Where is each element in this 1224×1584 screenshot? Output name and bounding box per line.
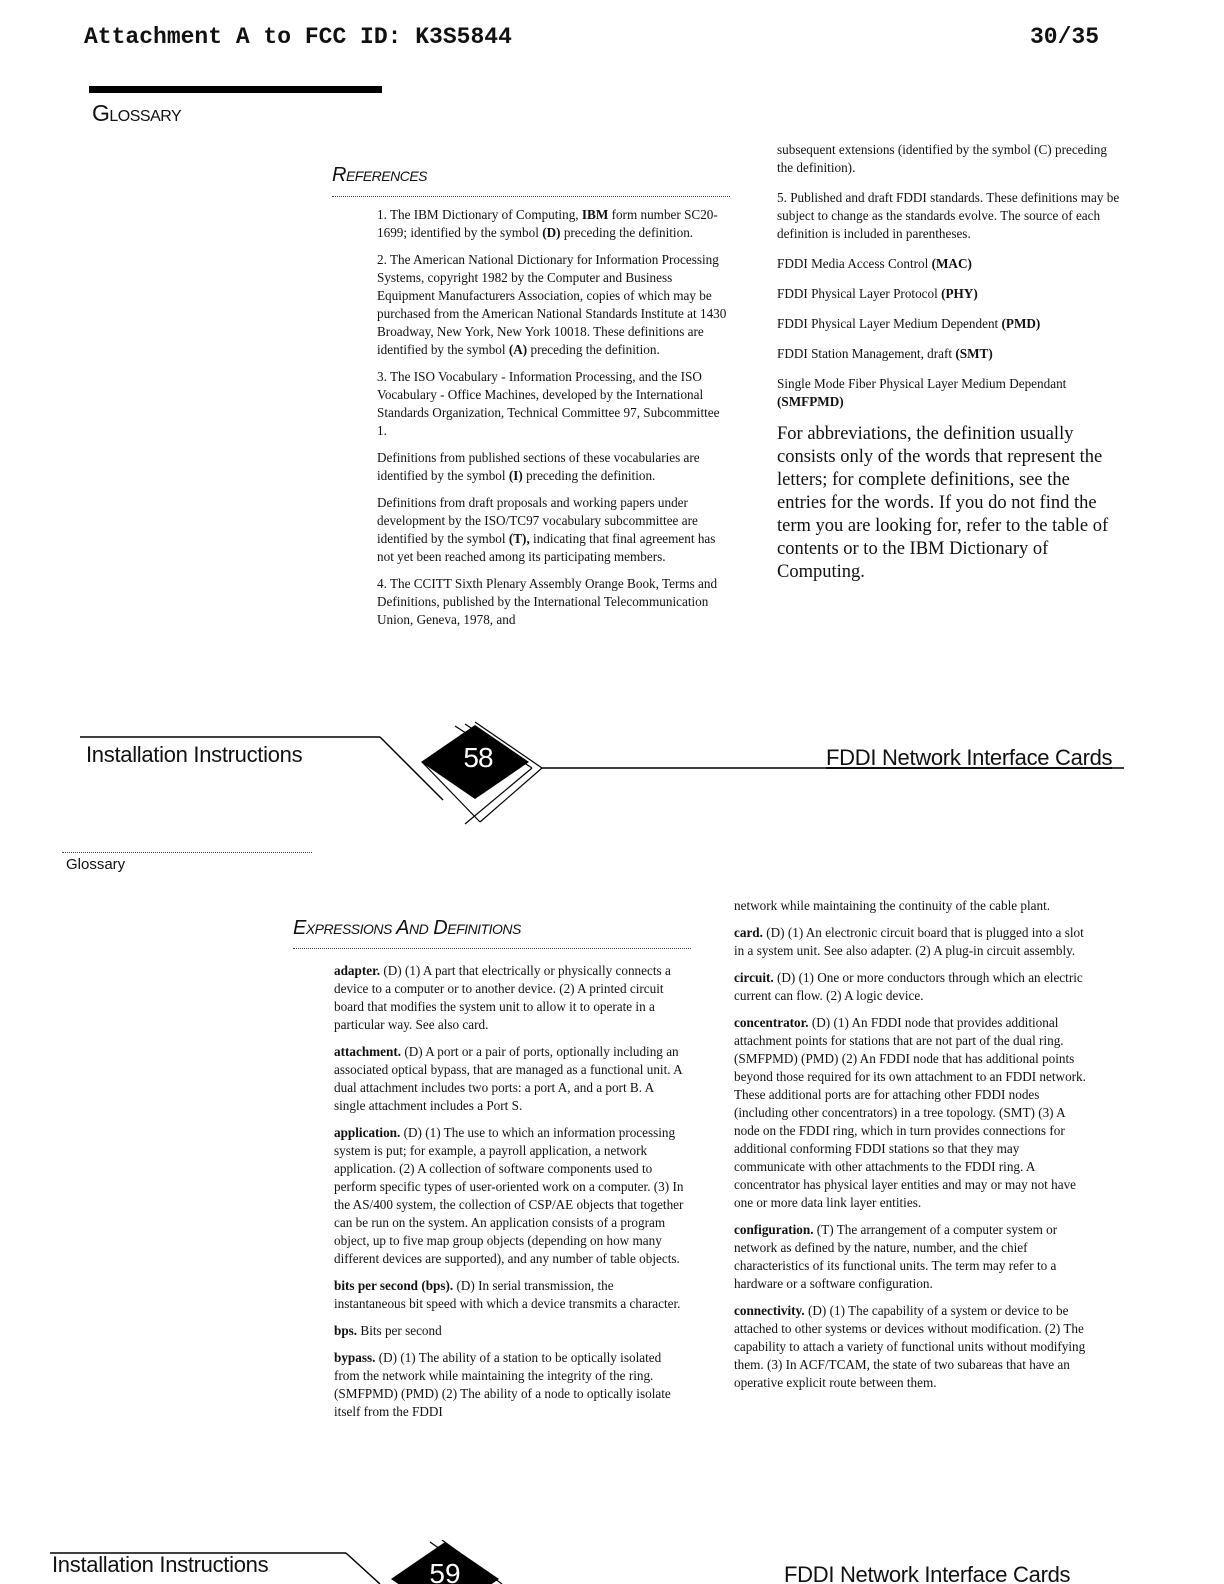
section-title: Glossary: [92, 100, 182, 126]
section-divider: [62, 852, 312, 853]
attachment-header: Attachment A to FCC ID: K3S5844: [84, 24, 512, 50]
definitions-left-column: [334, 962, 684, 1430]
reference-paragraph: 4. The CCITT Sixth Plenary Assembly Orange Book, Terms and Definitions, published by the International Telecommunication Union, Geneva, 1978, and: [377, 576, 718, 627]
reference-paragraph: 2. The American National Dictionary for Information Processing Systems, copyright 1982 by the Computer and Business Equipment Manufacturers Association, copies of which may be purchased from the American National Standards Institute at 1430 Broadway, New York, New York 10018. These definitions are identified by the symbol (A) preceding the definition.: [377, 252, 727, 357]
reference-paragraph: subsequent extensions (identified by the symbol (C) preceding the definition).: [777, 142, 1107, 175]
glossary-entry: adapter. (D) (1) A part that electrically or physically connects a device to a computer or to another device. (2) A printed circuit board that modifies the system unit to allow it to operate in a particular way. See also card.: [334, 963, 671, 1032]
reference-paragraph: 1. The IBM Dictionary of Computing, IBM form number SC20-1699; identified by the symbol (D) preceding the definition.: [377, 207, 718, 240]
footer-manual-title: Installation Instructions: [52, 1552, 269, 1577]
reference-paragraph: Definitions from draft proposals and working papers under development by the ISO/TC97 vocabulary subcommittee are identified by the symbol (T), indicating that final agreement has not yet been reached among its participating members.: [377, 495, 716, 564]
references-left-column: [377, 206, 729, 638]
glossary-entry: configuration. (T) The arrangement of a computer system or network as defined by the nature, number, and the chief characteristics of its functional units. The term may refer to a hardware or a software configuration.: [734, 1222, 1058, 1291]
footer-manual-title: Installation Instructions: [86, 742, 303, 767]
glossary-entry: network while maintaining the continuity of the cable plant.: [734, 898, 1051, 913]
standard-item: FDDI Station Management, draft (SMT): [777, 346, 993, 361]
definitions-heading: Expressions And Definitions: [293, 917, 521, 939]
references-right-column: [777, 141, 1122, 584]
footer-product-name: FDDI Network Interface Cards: [784, 1562, 1071, 1584]
definitions-right-column: [734, 897, 1088, 1401]
page2-footer: [0, 1540, 1224, 1584]
standard-item: FDDI Physical Layer Protocol (PHY): [777, 286, 978, 301]
references-divider: [332, 196, 730, 197]
glossary-entry: concentrator. (D) (1) An FDDI node that provides additional attachment points for stations that are not part of the dual ring. (SMFPMD) (PMD) (2) An FDDI node that has additional points beyond those required for its own attachment to an FDDI network. These additional ports are for attaching other FDDI nodes (including other concentrators) in a tree topology. (SMT) (3) A node on the FDDI ring, which in turn provides connections for additional conforming FDDI stations so that they may communicate with other attachments to the FDDI ring. A concentrator has physical layer entities and may or may not have one or more data link layer entities.: [734, 1015, 1086, 1210]
glossary-entry: attachment. (D) A port or a pair of ports, optionally including an associated optical bypass, that are managed as a functional unit. A dual attachment includes two ports: a port A, and a port B. A single attachment includes a Port S.: [334, 1044, 682, 1113]
standard-item: Single Mode Fiber Physical Layer Medium Dependant (SMFPMD): [777, 376, 1067, 409]
section-label: Glossary: [66, 856, 126, 873]
references-heading: References: [332, 164, 428, 186]
page-number: 58: [463, 742, 493, 773]
glossary-entry: bypass. (D) (1) The ability of a station to be optically isolated from the network while maintaining the integrity of the ring. (SMFPMD) (PMD) (2) The ability of a node to optically isolate itself from the FDDI: [334, 1350, 671, 1419]
abbreviations-note: For abbreviations, the definition usually consists only of the words that represent the letters; for complete definitions, see the entries for the words. If you do not find the term you are looking for, refer to the table of contents or to the IBM Dictionary of Computing.: [777, 424, 1109, 582]
reference-paragraph: Definitions from published sections of these vocabularies are identified by the symbol (I) preceding the definition.: [377, 450, 700, 483]
reference-paragraph: 3. The ISO Vocabulary - Information Processing, and the ISO Vocabulary - Office Machines, developed by the International Standards Organization, Technical Committee 97, Subcommittee 1.: [377, 369, 720, 438]
definitions-divider: [293, 948, 691, 949]
glossary-entry: card. (D) (1) An electronic circuit board that is plugged into a slot in a system unit. See also adapter. (2) A plug-in circuit assembly.: [734, 925, 1084, 958]
standard-item: FDDI Media Access Control (MAC): [777, 256, 972, 271]
glossary-entry: circuit. (D) (1) One or more conductors through which an electric current can flow. (2) A logic device.: [734, 970, 1083, 1003]
page-count: 30/35: [1030, 24, 1100, 50]
page-number-diamond: [80, 720, 1124, 830]
glossary-entry: bps. Bits per second: [334, 1323, 442, 1338]
reference-paragraph: 5. Published and draft FDDI standards. These definitions may be subject to change as the standards evolve. The source of each definition is included in parentheses.: [777, 190, 1120, 241]
footer-product-name: FDDI Network Interface Cards: [826, 745, 1113, 770]
glossary-entry: connectivity. (D) (1) The capability of a system or device to be attached to other systems or devices without modification. (2) The capability to attach a variety of functional units without modifying them. (3) In ACF/TCAM, the state of two subareas that have an operative explicit route between them.: [734, 1303, 1086, 1390]
standard-item: FDDI Physical Layer Medium Dependent (PMD): [777, 316, 1041, 331]
section-rule: [89, 86, 382, 93]
glossary-entry: bits per second (bps). (D) In serial transmission, the instantaneous bit speed with which a device transmits a character.: [334, 1278, 681, 1311]
glossary-entry: application. (D) (1) The use to which an information processing system is put; for example, a payroll application, a network application. (2) A collection of software components used to perform specific types of user-oriented work on a computer. (3) In the AS/400 system, the collection of CSP/AE objects that together can be run on the system. An application consists of a program object, up to five map group objects (depending on how many different devices are supported), and any number of table objects.: [334, 1125, 684, 1266]
page-number: 59: [429, 1558, 461, 1584]
